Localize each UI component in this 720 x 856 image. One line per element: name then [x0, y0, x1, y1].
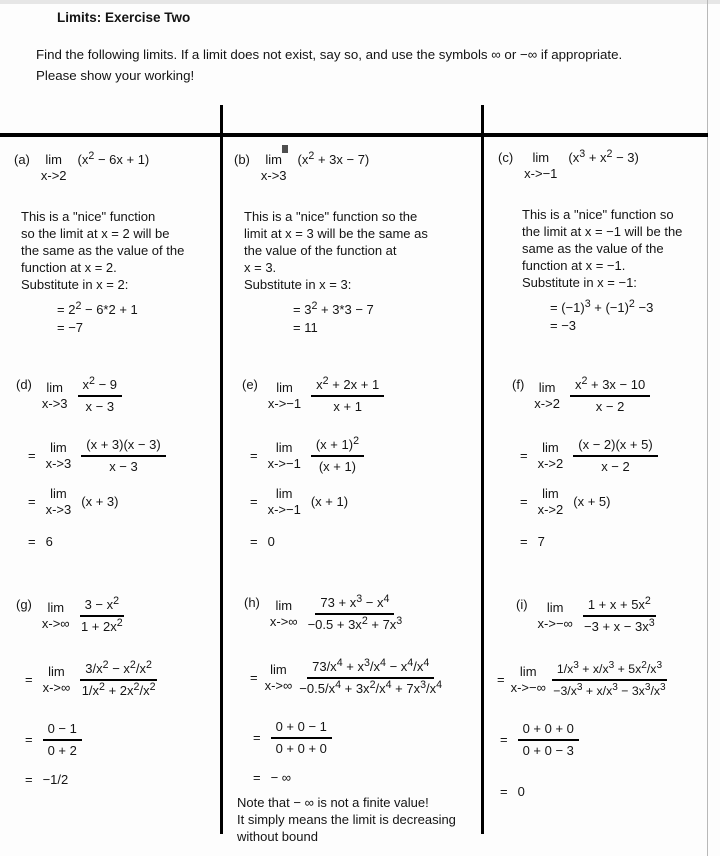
explanation-line: so the limit at x = 2 will be [21, 226, 170, 241]
lim-word: lim [265, 152, 283, 167]
numerator: $x^2 + 3x - 10$ [570, 376, 650, 397]
fraction [570, 376, 650, 416]
denominator: x − 2 [595, 399, 625, 414]
explanation-line: Substitute in x = 3: [244, 277, 352, 292]
limit-operator [524, 150, 557, 182]
limit-operator [261, 152, 287, 184]
equals-sign: = [25, 772, 33, 787]
lim-word: lim [270, 662, 287, 677]
lim-word: lim [47, 600, 65, 615]
explanation-line: Substitute in x = −1: [522, 275, 637, 290]
lim-word: lim [46, 380, 64, 395]
denominator: $-3 + x - 3x^3$ [584, 616, 655, 634]
problem-a[interactable] [14, 149, 219, 337]
limit-operator [511, 664, 546, 696]
numerator: $x^2 + 2x + 1$ [311, 376, 384, 397]
limit-statement [242, 376, 474, 416]
limit-operator [268, 486, 301, 518]
problem-label: (a) [14, 152, 30, 167]
explanation-line: limit at x = 3 will be the same as [244, 226, 428, 241]
limit-operator [42, 380, 68, 412]
lim-approach: x->∞ [42, 680, 71, 695]
fraction [583, 596, 656, 636]
equals-sign: = [520, 448, 528, 463]
limit-expression: $(x^2 + 3x - 7)$ [297, 149, 370, 167]
lim-approach: x->2 [537, 456, 564, 471]
limit-operator [534, 380, 560, 412]
limit-operator [538, 600, 573, 632]
numerator: 0 + 0 + 0 [518, 720, 579, 741]
working [550, 299, 704, 335]
lim-word: lim [50, 486, 67, 501]
page-right-border [707, 0, 708, 856]
numerator: $73 + x^3 - x^4$ [315, 594, 394, 615]
limit-statement [244, 594, 484, 634]
work-step [242, 486, 474, 518]
lim-approach: x->−∞ [510, 680, 546, 695]
result-value: 7 [537, 534, 545, 549]
explanation [244, 208, 476, 293]
problem-d[interactable] [16, 376, 216, 550]
problem-b[interactable] [234, 149, 476, 337]
fraction [308, 594, 403, 634]
result-value: 0 [267, 534, 275, 549]
lim-approach: x->2 [537, 502, 564, 517]
problem-label: (e) [242, 377, 258, 392]
work-step [16, 436, 216, 476]
lim-word: lim [276, 380, 293, 395]
numerator: (x + 3)(x − 3) [81, 436, 165, 457]
problem-label: (d) [16, 377, 32, 392]
expression: (x + 3) [81, 494, 119, 509]
instructions [36, 44, 622, 86]
equals-sign: = [25, 732, 33, 747]
lim-approach: x->−1 [267, 396, 302, 411]
limit-operator [268, 380, 301, 412]
work-step [16, 660, 216, 700]
lim-word: lim [50, 440, 67, 455]
explanation-line: x = 3. [244, 260, 277, 275]
lim-word: lim [275, 598, 293, 613]
note-line: Note that − ∞ is not a finite value! [237, 795, 429, 810]
result [512, 534, 704, 550]
lim-approach: x->−∞ [537, 616, 573, 631]
denominator: $1/x^2 + 2x^2/x^2$ [81, 680, 156, 698]
lim-word: lim [275, 486, 293, 501]
limit-expression: $(x^3 + x^2 - 3)$ [568, 147, 639, 165]
lim-approach: x->−1 [267, 456, 301, 471]
numerator: 0 − 1 [43, 720, 82, 741]
limit-operator [538, 440, 564, 472]
limit-statement [234, 149, 476, 184]
fraction [573, 436, 657, 476]
lim-approach: x->−1 [524, 166, 558, 181]
fraction [311, 376, 384, 416]
lim-approach: x->2 [40, 168, 67, 183]
work-line: = 11 [293, 320, 318, 335]
problem-label: (h) [244, 595, 260, 610]
denominator: x + 1 [333, 399, 362, 414]
denominator: (x + 1) [318, 459, 357, 474]
limit-statement [16, 596, 216, 636]
window-top-strip [0, 0, 720, 4]
denominator: $-0.5/x^4 + 3x^2/x^4 + 7x^3/x^4$ [299, 678, 443, 696]
denominator: x − 3 [85, 399, 115, 414]
equals-sign: = [500, 732, 508, 747]
fraction [518, 720, 579, 760]
equals-sign: = [520, 534, 528, 549]
fraction [299, 658, 442, 698]
expression: (x + 5) [573, 494, 611, 509]
problem-label: (c) [498, 150, 514, 165]
instructions-line: Find the following limits. If a limit does not exist, say so, and use the symbols ∞ or −∞ if appropriate. [36, 47, 623, 62]
result-value: − ∞ [270, 770, 292, 785]
limit-operator [41, 152, 67, 184]
equals-sign: = [250, 448, 258, 463]
explanation-line: This is a "nice" function so the [244, 209, 418, 224]
note-line: It simply means the limit is decreasing [237, 812, 456, 827]
lim-approach: x->3 [45, 456, 72, 471]
fraction [78, 376, 122, 416]
problem-label: (i) [516, 597, 528, 612]
limit-statement [512, 376, 704, 416]
lim-word: lim [275, 440, 293, 455]
limit-operator [270, 598, 298, 630]
result [237, 770, 484, 786]
working [57, 301, 219, 337]
limit-operator [538, 486, 564, 518]
work-step [492, 660, 706, 700]
explanation-line: function at x = 2. [21, 260, 117, 275]
problem-c[interactable] [498, 147, 704, 335]
denominator: 0 + 2 [47, 743, 77, 758]
lim-word: lim [538, 380, 556, 395]
numerator: 0 + 0 − 1 [271, 718, 332, 739]
column-divider-left [220, 105, 223, 834]
explanation-line: Substitute in x = 2: [21, 277, 129, 292]
numerator: $1/x^3 + x/x^3 + 5x^2/x^3$ [552, 660, 667, 681]
limit-operator [42, 600, 70, 632]
limit-statement [498, 147, 704, 182]
equals-sign: = [28, 494, 36, 509]
equals-sign: = [250, 494, 258, 509]
explanation [21, 208, 219, 293]
work-step [16, 720, 216, 760]
equals-sign: = [28, 448, 36, 463]
fraction [271, 718, 332, 758]
equals-sign: = [520, 494, 528, 509]
result [242, 534, 474, 550]
limit-statement [14, 149, 219, 184]
explanation-line: This is a "nice" function so [522, 207, 674, 222]
lim-word: lim [48, 664, 65, 679]
problem-h[interactable] [237, 594, 484, 845]
numerator: $3/x^2 - x^2/x^2$ [80, 660, 157, 681]
denominator: $-3/x^3 + x/x^3 - 3x^3/x^3$ [553, 681, 666, 698]
fraction [552, 660, 667, 700]
explanation [522, 206, 704, 291]
lim-word: lim [542, 486, 559, 501]
result [16, 772, 216, 788]
lim-approach: x->∞ [264, 678, 293, 693]
work-line: = $2^2 - 6*2 + 1$ [57, 299, 138, 317]
equals-sign: = [250, 670, 258, 685]
work-step [242, 436, 474, 476]
problem-e[interactable] [242, 376, 474, 550]
lim-approach: x->2 [534, 396, 560, 411]
lim-word: lim [45, 152, 63, 167]
work-step [16, 486, 216, 518]
work-step [512, 486, 704, 518]
equals-sign: = [497, 672, 505, 687]
note-line: without bound [237, 829, 318, 844]
lim-approach: x->∞ [41, 616, 70, 631]
result-value: −1/2 [42, 772, 69, 787]
lim-word: lim [519, 664, 537, 679]
denominator: x − 2 [601, 459, 630, 474]
expression: (x + 1) [310, 494, 349, 509]
numerator: $73/x^4 + x^3/x^4 - x^4/x^4$ [307, 658, 434, 679]
work-line: = $3^2 + 3*3 - 7$ [293, 299, 374, 317]
problem-g[interactable] [16, 596, 216, 788]
problem-label: (g) [16, 597, 32, 612]
page-title: Limits: Exercise Two [57, 10, 191, 25]
result [16, 534, 216, 550]
lim-approach: x->−1 [267, 502, 301, 517]
fraction [80, 596, 124, 636]
work-step [512, 436, 704, 476]
numerator: $x^2 - 9$ [78, 376, 122, 397]
horizontal-rule [0, 133, 708, 137]
lim-word: lim [532, 150, 550, 165]
denominator: $-0.5 + 3x^2 + 7x^3$ [307, 614, 403, 632]
numerator: (x − 2)(x + 5) [573, 436, 657, 457]
result-value: 0 [517, 784, 525, 799]
explanation-line: the value of the function at [244, 243, 397, 258]
denominator: 0 + 0 − 3 [522, 743, 574, 758]
work-step [237, 718, 484, 758]
lim-approach: x->∞ [269, 614, 298, 629]
denominator: x − 3 [109, 459, 138, 474]
result [492, 784, 706, 800]
lim-approach: x->3 [41, 396, 68, 411]
lim-approach: x->3 [260, 168, 287, 183]
problem-label: (f) [512, 377, 525, 392]
equals-sign: = [25, 672, 33, 687]
explanation-line: same as the value of the [522, 241, 664, 256]
limit-operator [265, 662, 293, 694]
limit-statement [16, 376, 216, 416]
equals-sign: = [500, 784, 508, 799]
explanation-line: the same as the value of the [21, 243, 185, 258]
denominator: 0 + 0 + 0 [275, 741, 327, 756]
equals-sign: = [28, 534, 36, 549]
work-step [237, 658, 484, 698]
lim-word: lim [546, 600, 564, 615]
lim-approach: x->3 [45, 502, 72, 517]
work-line: = −7 [57, 320, 84, 335]
denominator: $1 + 2x^2$ [80, 616, 123, 634]
problem-i[interactable] [492, 596, 706, 800]
explanation-line: the limit at x = −1 will be the [522, 224, 683, 239]
fraction [43, 720, 82, 760]
numerator: $3 - x^2$ [80, 596, 124, 617]
work-line: = −3 [550, 318, 577, 333]
equals-sign: = [253, 730, 261, 745]
limit-operator [43, 664, 71, 696]
problem-label: (b) [234, 152, 250, 167]
limit-statement [516, 596, 706, 636]
explanation-line: This is a "nice" function [21, 209, 156, 224]
problem-f[interactable] [512, 376, 704, 550]
lim-word: lim [542, 440, 559, 455]
work-step [492, 720, 706, 760]
limit-operator [268, 440, 301, 472]
limit-operator [46, 440, 72, 472]
limit-expression: $(x^2 - 6x + 1)$ [77, 149, 150, 167]
numerator: $1 + x + 5x^2$ [583, 596, 656, 617]
fraction [81, 436, 165, 476]
fraction [80, 660, 157, 700]
work-line: = $(-1)^3 + (-1)^2 -3$ [550, 297, 654, 315]
equals-sign: = [250, 534, 258, 549]
working [293, 301, 476, 337]
note [237, 794, 484, 845]
fraction [311, 436, 364, 476]
result-value: 6 [45, 534, 53, 549]
limit-operator [46, 486, 72, 518]
numerator: $(x + 1)^2$ [311, 436, 364, 457]
explanation-line: function at x = −1. [522, 258, 626, 273]
equals-sign: = [253, 770, 261, 785]
instructions-line: Please show your working! [36, 68, 195, 83]
